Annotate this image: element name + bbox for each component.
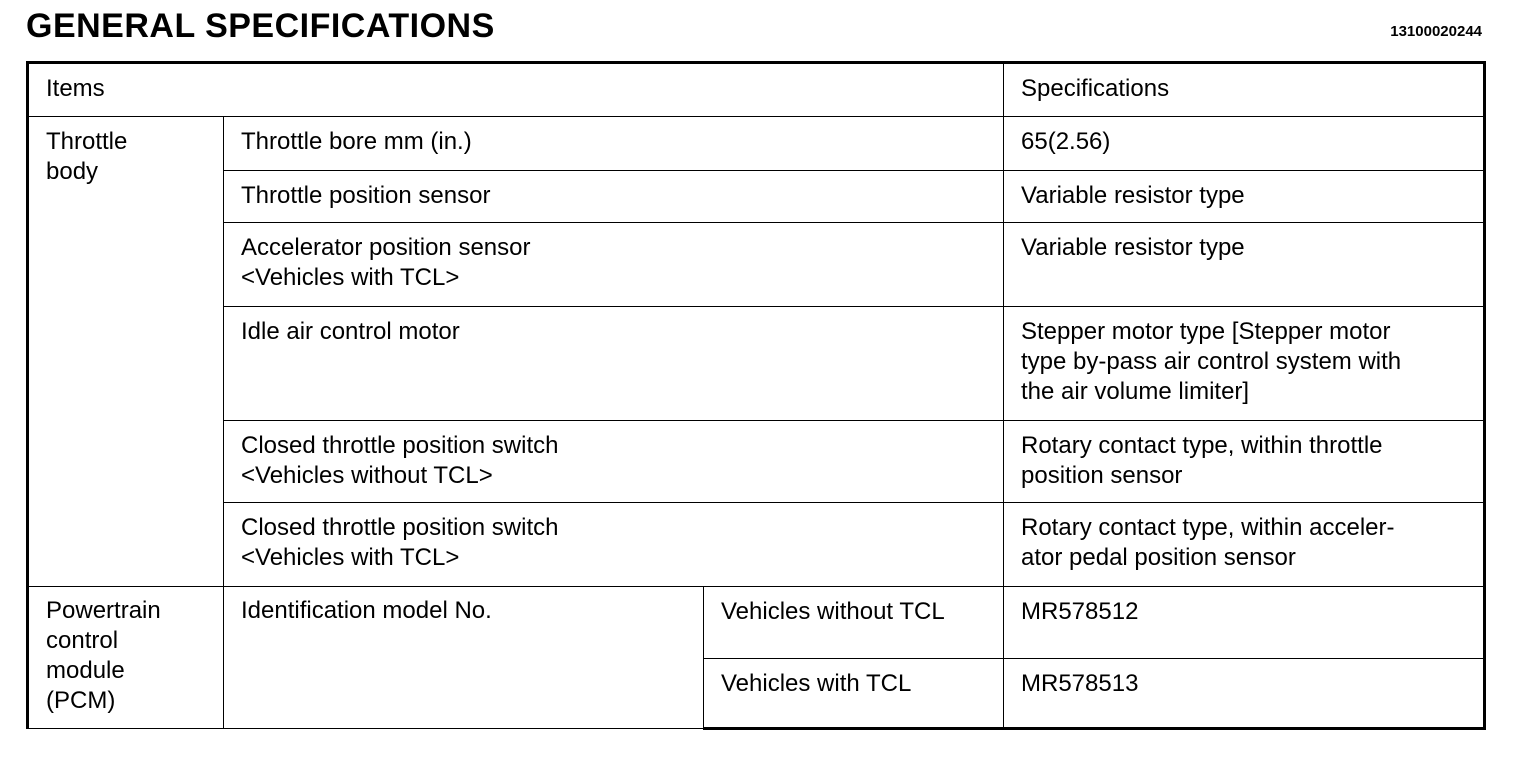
item-throttle-bore	[224, 117, 1004, 171]
condition-with-tcl: Vehicles with TCL	[704, 659, 1004, 729]
specifications-table	[26, 61, 1486, 730]
header-items: Items	[28, 63, 1004, 117]
spec-line: Variable resistor type	[1021, 234, 1245, 261]
table-row	[28, 503, 1485, 587]
spec-line: Variable resistor type	[1021, 182, 1245, 209]
page-title: GENERAL SPECIFICATIONS	[26, 7, 495, 45]
spec-line: position sensor	[1021, 462, 1183, 489]
spec-line: the air volume limiter]	[1021, 378, 1250, 405]
spec-model-without-tcl: MR578512	[1004, 587, 1485, 659]
item-line: <Vehicles with TCL>	[241, 544, 460, 571]
item-line: Closed throttle position switch	[241, 432, 559, 459]
spec-model-with-tcl: MR578513	[1004, 659, 1485, 729]
table-row	[28, 117, 1485, 171]
table-row	[28, 223, 1485, 307]
item-line: Accelerator position sensor	[241, 234, 531, 261]
group-throttle-body	[28, 117, 224, 587]
item-line: Closed throttle position switch	[241, 514, 559, 541]
table-row	[28, 171, 1485, 223]
document-id: 13100020244	[1390, 23, 1482, 40]
item-closed-throttle-switch-no-tcl	[224, 421, 1004, 503]
group-label-line: (PCM)	[46, 687, 116, 714]
spec-line: Stepper motor type [Stepper motor	[1021, 318, 1391, 345]
spec-closed-throttle-switch-no-tcl	[1004, 421, 1485, 503]
item-closed-throttle-switch-tcl	[224, 503, 1004, 587]
group-pcm	[28, 587, 224, 729]
item-line: <Vehicles without TCL>	[241, 462, 493, 489]
spec-line: 65(2.56)	[1021, 128, 1111, 155]
item-identification-model: Identification model No.	[224, 587, 704, 729]
spec-line: Rotary contact type, within throttle	[1021, 432, 1383, 459]
spec-line: type by-pass air control system with	[1021, 348, 1402, 375]
table-row	[28, 587, 1485, 659]
group-label-line: Throttle	[46, 128, 128, 155]
condition-without-tcl: Vehicles without TCL	[704, 587, 1004, 659]
spec-throttle-bore	[1004, 117, 1485, 171]
item-line: Idle air control motor	[241, 318, 460, 345]
group-label-line: body	[46, 158, 99, 185]
spec-line: Rotary contact type, within acceler-	[1021, 514, 1395, 541]
table-row	[28, 307, 1485, 421]
item-accelerator-position-sensor	[224, 223, 1004, 307]
spec-throttle-position-sensor	[1004, 171, 1485, 223]
group-label-line: control	[46, 627, 119, 654]
spec-idle-air-control-motor	[1004, 307, 1485, 421]
table-row	[28, 421, 1485, 503]
header-specifications: Specifications	[1004, 63, 1485, 117]
item-line: Throttle bore mm (in.)	[241, 128, 472, 155]
spec-accelerator-position-sensor	[1004, 223, 1485, 307]
spec-line: ator pedal position sensor	[1021, 544, 1296, 571]
group-label-line: module	[46, 657, 125, 684]
group-label-line: Powertrain	[46, 597, 161, 624]
item-idle-air-control-motor	[224, 307, 1004, 421]
item-throttle-position-sensor	[224, 171, 1004, 223]
item-line: <Vehicles with TCL>	[241, 264, 460, 291]
item-line: Throttle position sensor	[241, 182, 491, 209]
table-header-row	[28, 63, 1485, 117]
spec-closed-throttle-switch-tcl	[1004, 503, 1485, 587]
